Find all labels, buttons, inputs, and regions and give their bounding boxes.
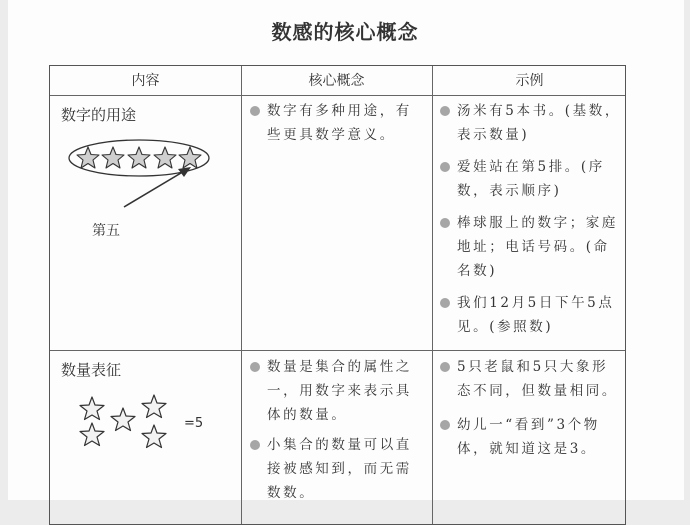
concept-table [49, 65, 626, 525]
column-divider [432, 66, 433, 524]
star-icon [154, 147, 176, 168]
list-item: 汤米有5本书。(基数，表示数量) [439, 99, 621, 147]
core-concepts-list [249, 355, 424, 505]
star-icon [128, 147, 150, 168]
document-title: 数感的核心概念 [271, 20, 419, 44]
five-stars-ordinal-figure [68, 136, 218, 246]
list-item: 爱娃站在第5排。(序数，表示顺序) [439, 155, 621, 203]
header-content: 内容 [131, 73, 160, 89]
star-icon [179, 147, 201, 168]
list-item: 棒球服上的数字；家庭地址；电话号码。(命名数) [439, 211, 621, 283]
examples-list [439, 99, 621, 339]
header-example: 示例 [515, 73, 544, 89]
examples-list [439, 355, 621, 461]
star-icon [102, 147, 124, 168]
header-core-concept: 核心概念 [308, 73, 365, 89]
star-icon [80, 397, 104, 420]
five-stars-quantity-figure [76, 391, 176, 451]
bullet-icon [440, 362, 450, 372]
bullet-icon [250, 106, 260, 116]
bullet-icon [440, 298, 450, 308]
quantity-equation: =5 [184, 416, 204, 431]
star-icon [142, 425, 166, 448]
star-icon [142, 395, 166, 418]
bullet-icon [440, 420, 450, 430]
list-item: 小集合的数量可以直接被感知到，而无需数数。 [249, 433, 424, 505]
bullet-icon [440, 106, 450, 116]
list-item: 数字有多种用途，有些更具数学意义。 [249, 99, 424, 147]
star-icon [77, 147, 99, 168]
star-icon [111, 408, 135, 431]
list-item: 数量是集合的属性之一，用数字来表示具体的数量。 [249, 355, 424, 427]
list-item: 幼儿一“看到”3个物体，就知道这是3。 [439, 413, 621, 461]
list-item: 我们12月5日下午5点见。(参照数) [439, 291, 621, 339]
bullet-icon [250, 440, 260, 450]
core-concepts-list [249, 99, 424, 147]
ordinal-annotation: 第五 [92, 223, 120, 239]
bullet-icon [440, 218, 450, 228]
row-divider [50, 350, 625, 351]
star-icon [80, 423, 104, 446]
row-title-quantity-representation: 数量表征 [61, 361, 122, 379]
bullet-icon [250, 362, 260, 372]
list-item: 5只老鼠和5只大象形态不同，但数量相同。 [439, 355, 621, 403]
column-divider [241, 66, 242, 524]
row-title-number-uses: 数字的用途 [61, 106, 137, 124]
bullet-icon [440, 162, 450, 172]
